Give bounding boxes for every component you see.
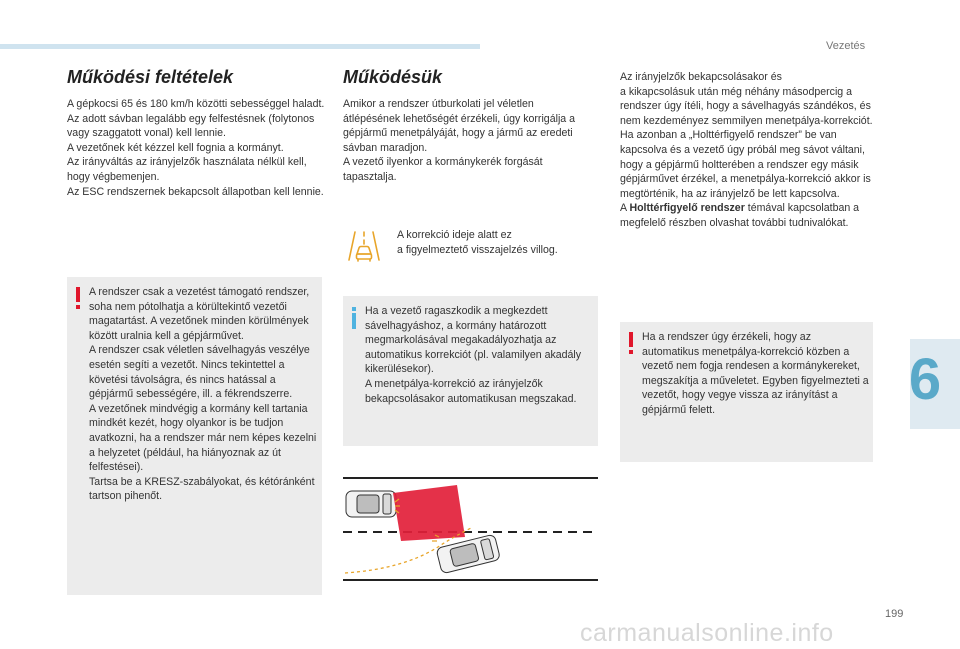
column3-text-part2: témával kapcsolatban a megfelelő részben olvashat további tudnivalókat. [620, 202, 860, 229]
car-corrected [436, 534, 501, 574]
lane-keep-warning-icon [346, 228, 382, 264]
conditions-text: A gépkocsi 65 és 180 km/h közötti sebességgel haladt. Az adott sávban legalább egy felfestésnek (folytonos vagy szaggatott vonal) kell lennie. A vezetőnek két kézzel kell fognia a kormányt. Az irányváltás az irányjelzők használata nélkül kell, hogy végbemenjen. Az ESC rendszernek bekapcsolt állapotban kell lennie. [67, 98, 325, 198]
car-lane-1 [346, 491, 396, 517]
watermark: carmanualsonline.info [580, 619, 834, 647]
warning-icon [629, 332, 633, 354]
warning-text-2: Ha a rendszer úgy érzékeli, hogy az automatikus menetpálya-korrekció közben a vezető nem fogja rendesen a kormánykereket, megszakítja a műveletet. Egyben figyelmezteti a vezetőt, hogy vegye vissza az irányítást a gépjármű felett. [642, 331, 869, 416]
warning-icon [76, 287, 80, 309]
info-text: Ha a vezető ragaszkodik a megkezdett sávelhagyáshoz, a kormány határozott megmarkolásával megakadályozhatja az automatikus korrekciót (pl. valamilyen akadály kikerülésekor). A menetpálya-korrekció az irányjelzők bekapcsolásakor automatikusan megszakad. [365, 305, 582, 405]
column3-text [620, 70, 880, 231]
section-title-operation: Működésük [343, 67, 443, 87]
header-rule [0, 44, 480, 49]
warning-text: A rendszer csak a vezetést támogató rendszer, soha nem pótolhatja a körültekintő vezetői magatartást. A vezetőnek minden körülmények között uralnia kell a gépjárművet. A rendszer csak véletlen sávelhagyás veszélye esetén segíti a vezetőt. Nincs tekintettel a követési távolságra, és nincs hatással a gépjármű sebességére, ill. a fékrendszerre. A vezetőnek mindvégig a kormány kell tartania mindkét kezét, hogy olyankor is be tudjon avatkozni, ha a rendszer már nem képes kezelni a helyzetet (például, ha hiányoznak az út felfestései). Tartsa be a KRESZ-szabályokat, és kétóránként tartson pihenőt. [89, 286, 317, 503]
note-text: A korrekció ideje alatt ez a figyelmeztető visszajelzés villog. [397, 229, 558, 256]
operation-text: Amikor a rendszer útburkolati jel véletlen átlépésének lehetőségét érzékeli, úgy korrigálja a gépjármű menetpályáját, hogy a jármű az eredeti sávban maradjon. A vezető ilyenkor a kormánykerék forgását tapasztalja. [343, 98, 576, 183]
page-number: 199 [885, 608, 904, 620]
section-label: Vezetés [826, 40, 866, 52]
blind-spot-term: Holttérfigyelő rendszer [629, 202, 745, 215]
section-title-conditions: Működési feltételek [67, 67, 234, 87]
warning-box [67, 277, 322, 595]
info-box [343, 296, 598, 446]
chapter-number: 6 [908, 347, 942, 412]
info-icon [352, 307, 356, 329]
blind-spot-zone [393, 485, 465, 541]
warning-box-2 [620, 322, 873, 462]
column3-text-part1: Az irányjelzők bekapcsolásakor és a kikapcsolásuk után még néhány másodpercig a rendszer úgy ítéli, hogy a sávelhagyás szándékos, és nem kezdeményez semmilyen menetpálya-korrekciót. Ha azonban a „Holttérfigyelő rendszer” be van kapcsolva és a vezető úgy próbál meg sávot váltani, hogy a gépjármű holtterében a rendszer egy másik gépjárművet érzékel, a menetpálya-korrekció akkor is megtörténik, ha az irányjelző be lett kapcsolva. A [620, 71, 873, 215]
lane-correction-illustration [343, 475, 598, 585]
